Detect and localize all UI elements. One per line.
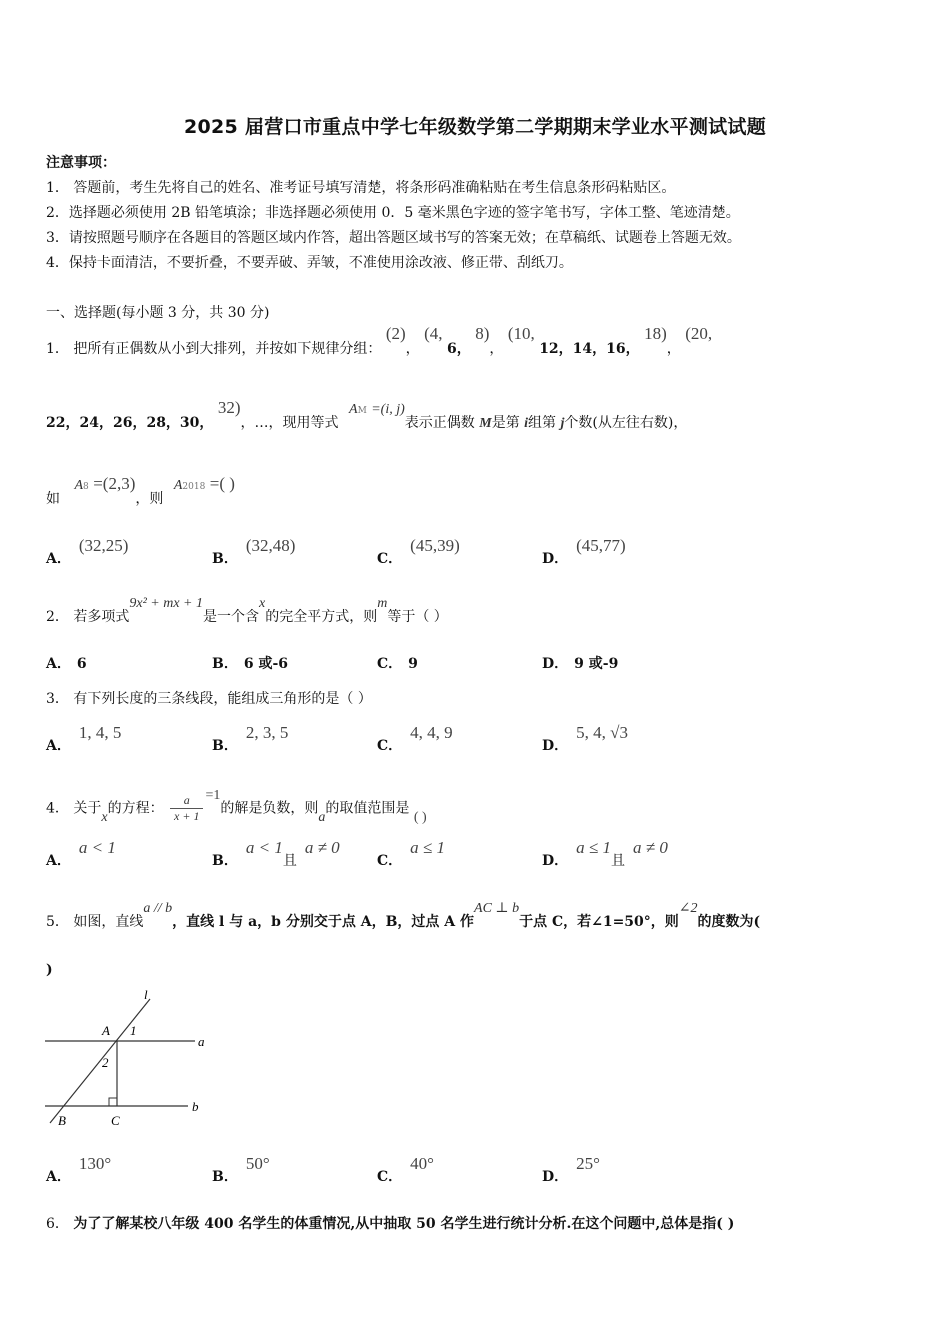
q1-option-c[interactable] — [377, 536, 460, 568]
option-value: (45,77) — [576, 536, 626, 555]
fraction-numerator: a — [170, 793, 203, 809]
answer-blank: ( ) — [413, 809, 427, 825]
option-label: A． — [46, 738, 71, 754]
group-4-mid: 22，24，26，28，30， — [46, 415, 214, 431]
q1-option-a[interactable] — [46, 536, 129, 568]
group-3-open: (10, — [507, 324, 535, 343]
formula-rhs: =( ) — [209, 474, 235, 493]
group-2-mid: 6， — [446, 341, 471, 357]
q2-option-b[interactable] — [212, 653, 288, 673]
text: 等于（ ） — [387, 609, 448, 625]
notice-item-1: 1． 答题前，考生先将自己的姓名、准考证号填写清楚，将条形码准确粘贴在考生信息条形码粘贴区。 — [46, 180, 676, 196]
option-label: D． — [542, 656, 569, 672]
formula-sub: 8 — [83, 482, 89, 492]
formula-a: A — [349, 402, 358, 417]
ellipsis-text: ，…，现用等式 — [240, 415, 339, 431]
label-angle-1: 1 — [130, 1023, 137, 1038]
text: 的完全平方式，则 — [265, 609, 378, 625]
q4-option-b[interactable] — [212, 838, 340, 870]
option-label: D． — [542, 1169, 569, 1185]
var-x: x — [101, 809, 108, 825]
question-6 — [46, 1213, 734, 1233]
text: 的方程： — [107, 800, 164, 817]
q4-option-a[interactable] — [46, 838, 116, 870]
option-extra: a ≠ 0 — [304, 838, 340, 857]
formula-a: A — [74, 478, 84, 493]
question-4 — [46, 787, 427, 825]
q2-option-d[interactable] — [542, 653, 618, 673]
q3-option-d[interactable] — [542, 723, 628, 755]
q5-option-b[interactable] — [212, 1154, 270, 1186]
option-label: C． — [377, 1169, 403, 1185]
text: 组第 — [528, 415, 557, 431]
group-3-mid: 12，14，16， — [539, 341, 640, 357]
option-label: B． — [212, 1169, 238, 1185]
q3-option-a[interactable] — [46, 723, 122, 755]
option-value: 2, 3, 5 — [245, 723, 289, 742]
formula-rhs: =(i, j) — [371, 402, 405, 417]
right-angle-mark — [109, 1098, 117, 1106]
option-value: 4, 4, 9 — [410, 723, 453, 742]
label-C: C — [111, 1113, 120, 1128]
option-value: a ≤ 1 — [410, 838, 445, 857]
option-value: (45,39) — [410, 536, 460, 555]
option-value: 9 或-9 — [574, 656, 619, 672]
option-value: 130° — [78, 1154, 112, 1173]
group-4-close: 32) — [217, 398, 241, 417]
label-b: b — [192, 1099, 199, 1114]
formula-a: A — [173, 478, 183, 493]
notice-item-2: 2．选择题必须使用 2B 铅笔填涂；非选择题必须使用 0．5 毫米黑色字迹的签字笔书写，字体工整、笔迹清楚。 — [46, 205, 740, 221]
option-label: C． — [377, 853, 403, 869]
notice-heading: 注意事项： — [46, 155, 116, 171]
var-x: x — [259, 596, 266, 611]
var-m: m — [377, 596, 388, 611]
question-number: 4． — [46, 800, 69, 817]
option-value: a < 1 — [78, 838, 116, 857]
option-suffix: 且 — [610, 853, 625, 869]
q5-option-a[interactable] — [46, 1154, 112, 1186]
text: ，直线 l 与 a，b 分别交于点 A，B，过点 A 作 — [172, 914, 475, 930]
var-m: M — [479, 416, 492, 431]
option-label: B． — [212, 853, 238, 869]
example-formula — [74, 474, 136, 493]
group-2-open: (4, — [424, 324, 443, 343]
separator: ， — [489, 341, 504, 357]
question-number: 6． — [46, 1216, 69, 1232]
option-label: A． — [46, 1169, 71, 1185]
notice-item-4: 4．保持卡面清洁，不要折叠，不要弄破、弄皱，不准使用涂改液、修正带、刮纸刀。 — [46, 255, 573, 271]
question-2 — [46, 596, 448, 626]
parallel-ab: a // b — [143, 901, 173, 916]
var-j: j — [560, 416, 565, 431]
formula-am — [349, 401, 405, 417]
option-label: B． — [212, 738, 238, 754]
exam-title: 2025 届营口市重点中学七年级数学第二学期期末学业水平测试试题 — [183, 116, 767, 138]
group-4-open: (20, — [685, 324, 713, 343]
formula-sub: M — [357, 406, 367, 416]
option-suffix: 且 — [282, 853, 297, 869]
option-value: 50° — [245, 1154, 270, 1173]
option-value: 25° — [576, 1154, 600, 1173]
question-number: 1． — [46, 341, 69, 357]
group-3-close: 18) — [644, 324, 667, 343]
option-value: 1, 4, 5 — [78, 723, 122, 742]
option-label: A． — [46, 551, 71, 567]
q4-option-d[interactable] — [542, 838, 668, 870]
option-value: 5, 4, √3 — [576, 723, 628, 742]
question-number: 5． — [46, 914, 69, 930]
q5-option-d[interactable] — [542, 1154, 600, 1186]
formula-rhs: =(2,3) — [93, 474, 136, 493]
question-1-line-1 — [46, 324, 713, 358]
option-label: A． — [46, 656, 71, 672]
q3-option-c[interactable] — [377, 723, 453, 755]
text: 有下列长度的三条线段，能组成三角形的是（ ） — [73, 691, 372, 707]
text: ，则 — [135, 491, 164, 507]
option-label: A． — [46, 853, 71, 869]
label-a: a — [198, 1034, 205, 1049]
option-value: 40° — [410, 1154, 434, 1173]
perp-acb: AC ⊥ b — [474, 901, 520, 916]
geometry-figure — [40, 985, 220, 1130]
option-label: D． — [542, 551, 569, 567]
ask-formula — [173, 474, 235, 493]
polynomial: 9x² + mx + 1 — [129, 596, 204, 611]
q1-option-d[interactable] — [542, 536, 626, 568]
text: 的取值范围是 — [325, 800, 410, 817]
question-text: 把所有正偶数从小到大排列，并按如下规律分组： — [73, 341, 382, 357]
option-value: 6 或-6 — [243, 656, 289, 672]
option-label: B． — [212, 551, 238, 567]
question-5-close: ) — [46, 962, 53, 978]
text: 如 — [46, 491, 60, 507]
question-3 — [46, 688, 372, 708]
question-1-line-3 — [46, 474, 235, 508]
text: 的解是负数，则 — [220, 800, 319, 817]
option-value: a < 1 — [245, 838, 283, 857]
text: 是一个含 — [203, 609, 260, 625]
question-1-line-2 — [46, 398, 688, 432]
option-label: C． — [377, 656, 403, 672]
text: 关于 — [73, 800, 102, 817]
text: 个数 — [564, 415, 593, 431]
text: 若多项式 — [73, 609, 130, 625]
comma: ， — [673, 415, 688, 431]
text: 为了了解某校八年级 400 名学生的体重情况,从中抽取 50 名学生进行统计分析.在这个问题中,总体是指( ) — [73, 1216, 735, 1232]
option-label: C． — [377, 738, 403, 754]
option-label: C． — [377, 551, 403, 567]
group-2-close: 8) — [475, 324, 490, 343]
label-B: B — [58, 1113, 66, 1128]
line-l — [50, 999, 150, 1123]
option-extra: a ≠ 0 — [632, 838, 668, 857]
q5-option-c[interactable] — [377, 1154, 434, 1186]
paren-note: (从左往右数) — [592, 415, 674, 431]
text: 是第 — [491, 415, 520, 431]
option-value: a ≤ 1 — [576, 838, 611, 857]
option-value: (32,25) — [78, 536, 129, 555]
option-label: D． — [542, 853, 569, 869]
separator: ， — [405, 341, 420, 357]
option-label: B． — [212, 656, 238, 672]
option-value: (32,48) — [245, 536, 296, 555]
q2-option-a[interactable] — [46, 653, 87, 673]
option-value: 9 — [408, 656, 418, 672]
q2-option-c[interactable] — [377, 653, 418, 673]
q4-option-c[interactable] — [377, 838, 445, 870]
question-number: 2． — [46, 609, 69, 625]
q1-option-b[interactable] — [212, 536, 296, 568]
option-label: D． — [542, 738, 569, 754]
label-angle-2: 2 — [102, 1055, 109, 1070]
fraction — [170, 793, 203, 824]
var-i: i — [524, 416, 529, 431]
group-1: (2) — [385, 324, 406, 343]
question-number: 3． — [46, 691, 69, 707]
formula-sub: 2018 — [182, 482, 206, 492]
question-5 — [46, 901, 761, 931]
text: 于点 C，若∠1=50°，则 — [519, 914, 679, 930]
option-value: 6 — [76, 656, 87, 672]
separator: ， — [666, 341, 681, 357]
var-a: a — [318, 809, 326, 825]
notice-item-3: 3．请按照题号顺序在各题目的答题区域内作答，超出答题区域书写的答案无效；在草稿纸、试题卷上答题无效。 — [46, 230, 741, 246]
text: 如图，直线 — [73, 914, 144, 930]
section-heading: 一、选择题(每小题 3 分，共 30 分) — [46, 305, 270, 321]
label-A: A — [102, 1023, 110, 1038]
fraction-denominator: x + 1 — [174, 809, 200, 823]
angle-2: ∠2 — [678, 901, 698, 916]
label-l: l — [144, 987, 148, 1002]
text: 表示正偶数 — [404, 415, 475, 431]
q3-option-b[interactable] — [212, 723, 289, 755]
equals-one: =1 — [205, 787, 221, 803]
text: 的度数为( — [697, 914, 761, 930]
